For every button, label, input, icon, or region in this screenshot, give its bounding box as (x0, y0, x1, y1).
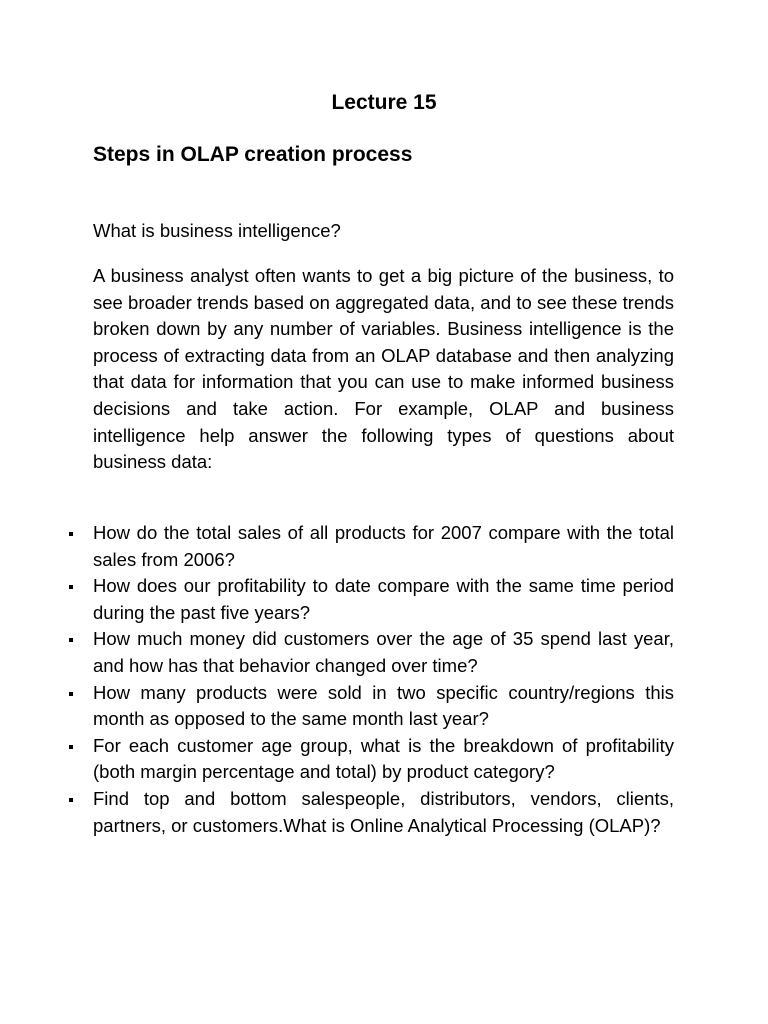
list-item (93, 733, 674, 786)
list-item-text: For each customer age group, what is the breakdown of profitability (both margin percentage and total) by product category? (93, 734, 674, 783)
list-item (93, 680, 674, 733)
list-item-text: How many products were sold in two specific country/regions this month as opposed to the same month last year? (93, 681, 674, 730)
list-item-text: How does our profitability to date compare with the same time period during the past five years? (93, 575, 674, 623)
list-item-text: How do the total sales of all products for 2007 compare with the total sales from 2006? (93, 522, 674, 570)
list-item (93, 626, 674, 679)
list-item (93, 520, 674, 573)
intro-paragraph: A business analyst often wants to get a big picture of the business, to see broader trends based on aggregated data, and to see these trends broken down by any number of variables. Business intelligence is the process of extracting data from an OLAP database and then analyzing that data for information that you can use to make informed business decisions and take action. For example, OLAP and business intelligence help answer the following types of questions about business data: (93, 265, 674, 473)
question-heading: What is business intelligence? (93, 220, 341, 241)
lecture-title: Lecture 15 (331, 91, 437, 114)
question-list (93, 520, 674, 839)
list-item (93, 786, 674, 839)
section-heading: Steps in OLAP creation process (93, 143, 413, 166)
list-item (93, 573, 674, 626)
list-item-text: How much money did customers over the age of 35 spend last year, and how has that behavior changed over time? (93, 628, 674, 676)
list-item-text: Find top and bottom salespeople, distributors, vendors, clients, partners, or customers.What is Online Analytical Processing (OLAP)? (93, 787, 674, 836)
